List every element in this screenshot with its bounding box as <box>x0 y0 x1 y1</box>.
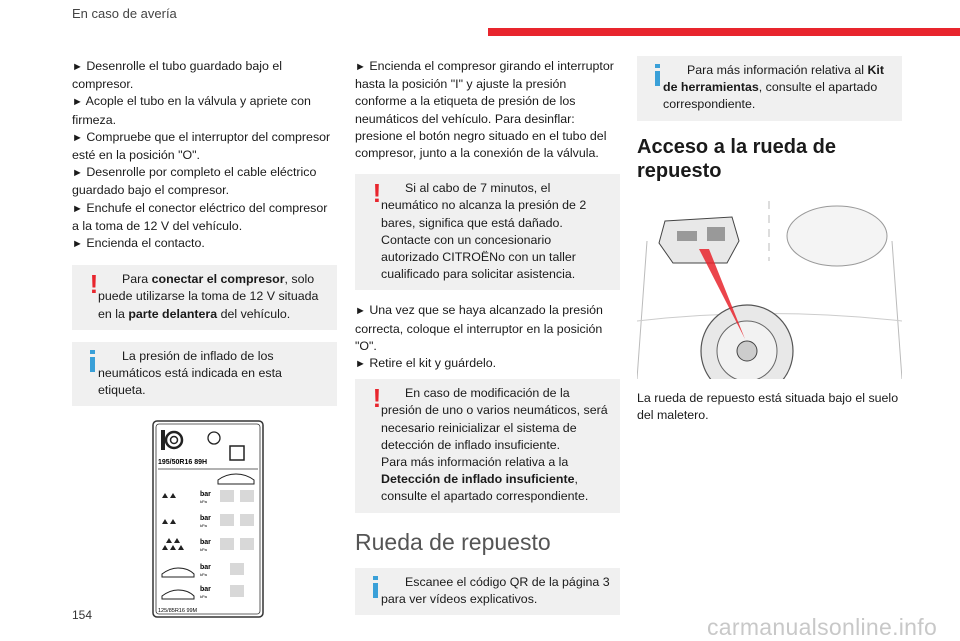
bullet-arrow-icon: ► <box>72 131 83 144</box>
tool-tray <box>659 217 739 263</box>
info-icon <box>373 576 378 598</box>
step-8: ► Una vez que se haya alcanzado la presión correcta, coloque el interruptor en la posición "O". <box>355 303 603 353</box>
tyre-pressure-label-illustration <box>152 420 264 618</box>
warning-note-connect <box>72 265 337 330</box>
floor-cover <box>787 206 887 266</box>
column-1 <box>72 58 337 624</box>
svg-text:bar: bar <box>200 586 211 594</box>
step-4: ► Desenrolle por completo el cable eléctrico guardado bajo el compresor. <box>72 165 317 198</box>
bullet-arrow-icon: ► <box>355 358 366 371</box>
svg-text:kPa: kPa <box>200 572 207 578</box>
bullet-arrow-icon: ► <box>72 61 83 73</box>
svg-text:bar: bar <box>200 564 211 572</box>
section-header: En caso de avería <box>72 6 177 21</box>
page-number: 154 <box>72 608 93 622</box>
svg-text:kPa: kPa <box>200 523 207 529</box>
svg-text:kPa: kPa <box>200 594 207 600</box>
section-title-access: Acceso a la rueda de repuesto <box>637 135 836 182</box>
step-6: ► Encienda el contacto. <box>72 236 205 251</box>
svg-text:bar: bar <box>200 491 211 499</box>
info-icon <box>90 350 95 372</box>
info-note-toolkit: Para más información relativa al Kit de herramientas, consulte el apartado correspondiente. <box>637 56 902 121</box>
step-9: ► Retire el kit y guárdelo. <box>355 356 497 371</box>
bullet-arrow-icon: ► <box>355 305 366 318</box>
spare-wheel-caption: La rueda de repuesto está situada bajo el suelo del maletero. <box>637 390 899 423</box>
bullet-arrow-icon: ► <box>72 238 83 251</box>
bullet-arrow-icon: ► <box>355 61 366 73</box>
column-3 <box>637 58 902 424</box>
label-tyre-size-top: 195/50R16 89H <box>158 459 208 467</box>
warning-extra-text: Para más información relativa a la Detección de inflado insuficiente, consulte el apartado correspondiente. <box>381 455 589 504</box>
info-note-label: La presión de inflado de los neumáticos está indicada en esta etiqueta. <box>72 342 337 407</box>
step-5: ► Enchufe el conector eléctrico del compresor a la toma de 12 V del vehículo. <box>72 200 328 233</box>
svg-text:kPa: kPa <box>200 499 207 505</box>
watermark: carmanualsonline.info <box>707 614 938 640</box>
info-icon <box>655 64 660 86</box>
bullet-arrow-icon: ► <box>72 202 83 215</box>
section-color-bar <box>488 28 960 36</box>
info-note-qr: Escanee el código QR de la página 3 para ver vídeos explicativos. <box>355 568 620 615</box>
step-1: ► Desenrolle el tubo guardado bajo el compresor. <box>72 59 282 92</box>
spare-wheel-location-illustration <box>637 201 902 379</box>
warning-icon: ! <box>372 178 382 209</box>
step-7: ► Encienda el compresor girando el interruptor hasta la posición "I" y ajuste la presión conforme a la etiqueta de presión de los neumáticos del vehículo. Para desinflar: presione el botón negro situado en el tubo del compresor, junto a la conexión de la válvula. <box>355 59 614 161</box>
svg-text:bar: bar <box>200 515 211 523</box>
bullet-arrow-icon: ► <box>72 167 83 180</box>
warning-note-reinit: ! En caso de modificación de la presión de uno o varios neumáticos, será necesario reinicializar el sistema de detección de inflado insuficiente. Para más información relativa a la Detección de inflado insuficiente, consulte el apartado correspondiente. <box>355 379 620 512</box>
column-2 <box>355 58 620 615</box>
svg-text:kPa: kPa <box>200 547 207 553</box>
warning-icon: ! <box>89 269 99 300</box>
warning-note-7min: ! Si al cabo de 7 minutos, el neumático no alcanza la presión de 2 bares, significa que está dañado. Contacte con un concesionario autorizado CITROËNo con un taller cualificado para solicitar asistencia. <box>355 174 620 290</box>
step-3: ► Compruebe que el interruptor del compresor esté en la posición "O". <box>72 129 331 163</box>
label-tyre-size-bottom: 125/85R16 99M <box>158 608 198 615</box>
warning-icon: ! <box>372 383 382 414</box>
section-title-spare-wheel: Rueda de repuesto <box>355 528 551 555</box>
warning-text: Para conectar el compresor, solo puede utilizarse la toma de 12 V situada en la parte delantera del vehículo. <box>98 272 319 321</box>
step-2: ► Acople el tubo en la válvula y apriete con firmeza. <box>72 94 311 127</box>
svg-text:bar: bar <box>200 539 211 547</box>
bullet-arrow-icon: ► <box>72 96 83 109</box>
